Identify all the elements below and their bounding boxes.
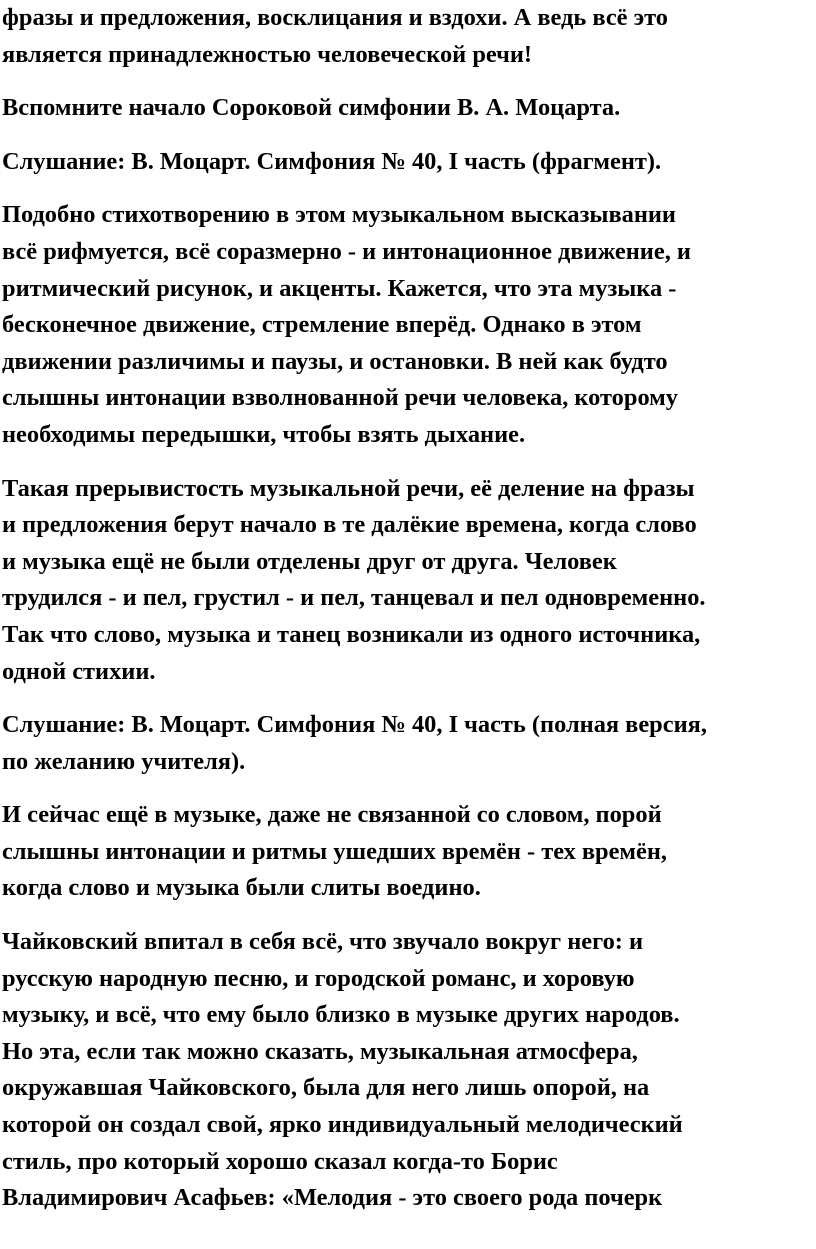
text-line: окружавшая Чайковского, была для него лишь опорой, на xyxy=(2,1074,650,1102)
text-line: Подобно стихотворению в этом музыкальном высказывании xyxy=(2,201,676,229)
paragraph xyxy=(2,707,814,780)
text-line: фразы и предложения, восклицания и вздохи. А ведь всё это xyxy=(2,4,669,31)
text-line: бесконечное движение, стремление вперёд. Однако в этом xyxy=(2,311,642,339)
paragraph-spacing xyxy=(2,690,814,707)
text-line: движении различимы и паузы, и остановки. В ней как будто xyxy=(2,347,668,375)
document-page xyxy=(2,0,814,1217)
text-line: и музыка ещё не были отделены друг от друга. Человек xyxy=(2,547,617,575)
text-line: русскую народную песню, и городской романс, и хоровую xyxy=(2,964,635,992)
text-line: И сейчас ещё в музыке, даже не связанной со словом, порой xyxy=(2,801,662,829)
text-line: Так что слово, музыка и танец возникали из одного источника, xyxy=(2,620,701,648)
paragraph-spacing xyxy=(2,127,814,144)
paragraph xyxy=(2,90,814,127)
paragraph-spacing xyxy=(2,454,814,471)
text-line: ритмический рисунок, и акценты. Кажется, что эта музыка - xyxy=(2,274,677,302)
text-line: музыку, и всё, что ему было близко в музыке других народов. xyxy=(2,1001,680,1029)
text-line: и предложения берут начало в те далёкие времена, когда слово xyxy=(2,511,697,539)
paragraph xyxy=(2,471,814,691)
text-line: трудился - и пел, грустил - и пел, танцевал и пел одновременно. xyxy=(2,584,706,612)
text-line: Чайковский впитал в себя всё, что звучало вокруг него: и xyxy=(2,928,644,956)
text-line: когда слово и музыка были слиты воедино. xyxy=(2,874,481,902)
text-line: которой он создал свой, ярко индивидуальный мелодический xyxy=(2,1111,683,1139)
paragraph-spacing xyxy=(2,907,814,924)
text-line: Слушание: В. Моцарт. Симфония № 40, I часть (полная версия, xyxy=(2,711,707,739)
paragraph xyxy=(2,924,814,1217)
text-line: по желанию учителя). xyxy=(2,747,246,775)
text-line: Владимирович Асафьев: «Мелодия - это своего рода почерк xyxy=(2,1184,663,1212)
paragraph-spacing xyxy=(2,180,814,197)
text-line: является принадлежностью человеческой речи! xyxy=(2,40,533,68)
text-line: одной стихии. xyxy=(2,657,156,685)
text-line: слышны интонации и ритмы ушедших времён - тех времён, xyxy=(2,837,668,865)
text-line: необходимы передышки, чтобы взять дыхание. xyxy=(2,420,526,448)
text-line: Но эта, если так можно сказать, музыкальная атмосфера, xyxy=(2,1037,638,1065)
paragraph-spacing xyxy=(2,73,814,90)
paragraph-spacing xyxy=(2,780,814,797)
text-line: всё рифмуется, всё соразмерно - и интонационное движение, и xyxy=(2,237,691,265)
text-line: слышны интонации взволнованной речи человека, которому xyxy=(2,384,678,412)
paragraph xyxy=(2,197,814,453)
text-line: Такая прерывистость музыкальной речи, её деление на фразы xyxy=(2,474,695,502)
paragraph xyxy=(2,797,814,907)
text-line: Слушание: В. Моцарт. Симфония № 40, I часть (фрагмент). xyxy=(2,147,662,175)
text-line: стиль, про который хорошо сказал когда-то Борис xyxy=(2,1147,558,1175)
paragraph xyxy=(2,0,814,73)
paragraph xyxy=(2,144,814,181)
text-line: Вспомните начало Сороковой симфонии В. А. Моцарта. xyxy=(2,94,621,122)
